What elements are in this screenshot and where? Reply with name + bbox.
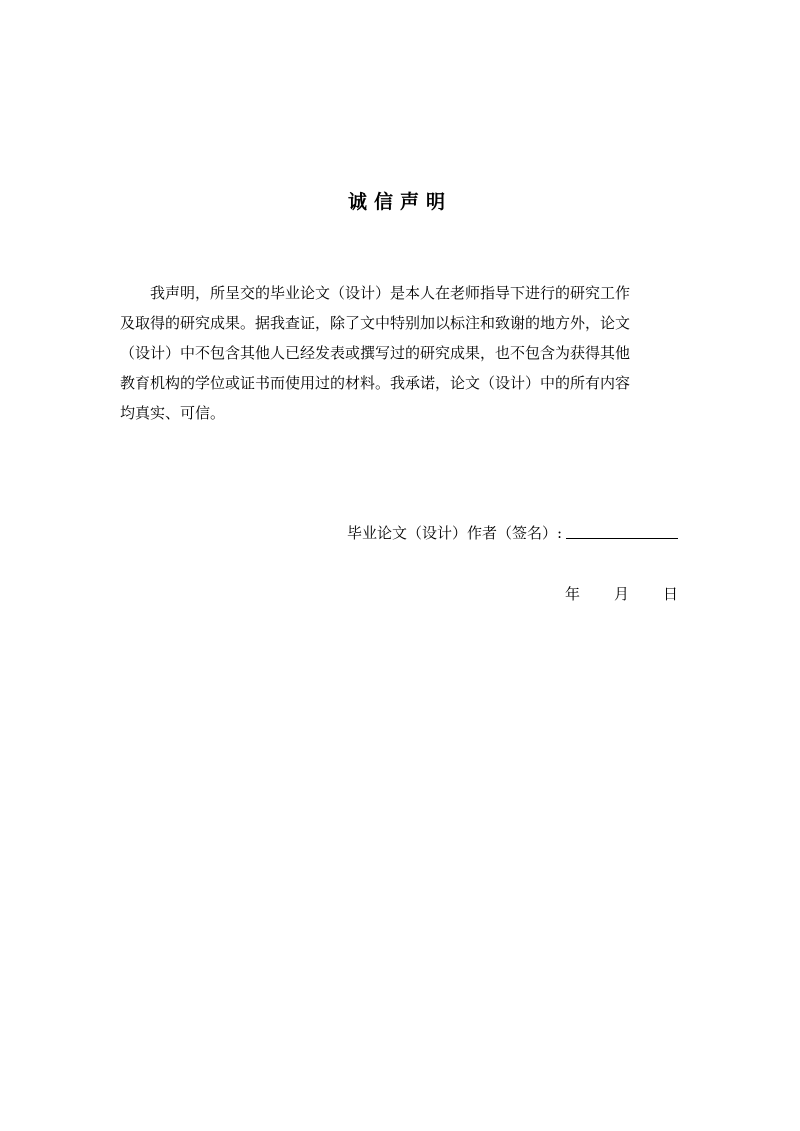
- signature-underline: [566, 538, 678, 539]
- signature-label: 毕业论文（设计）作者（签名）:: [346, 524, 562, 542]
- page-title: 诚信声明: [347, 191, 452, 213]
- body-line: 教育机构的学位或证书而使用过的材料。我承诺，论文（设计）中的所有内容: [120, 374, 631, 392]
- year-label: 年: [564, 585, 580, 603]
- body-line: 及取得的研究成果。据我查证，除了文中特别加以标注和致谢的地方外，论文: [120, 314, 631, 332]
- signature-row: [347, 520, 678, 546]
- body-line: 我声明，所呈交的毕业论文（设计）是本人在老师指导下进行的研究工作: [150, 284, 631, 302]
- month-label: 月: [613, 585, 629, 603]
- date-row: [565, 581, 678, 607]
- day-label: 日: [662, 585, 678, 603]
- body-line: 均真实、可信。: [120, 404, 226, 422]
- declaration-body: [120, 278, 680, 428]
- body-line: （设计）中不包含其他人已经发表或撰写过的研究成果，也不包含为获得其他: [120, 344, 631, 362]
